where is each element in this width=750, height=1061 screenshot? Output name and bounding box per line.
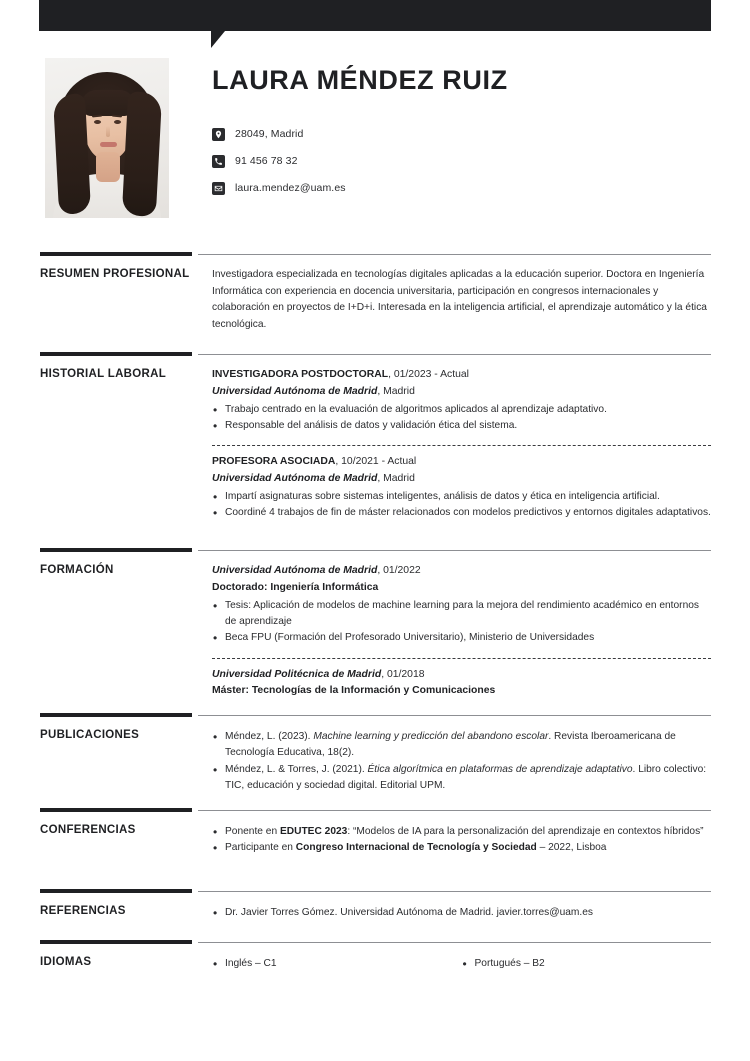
language-grid (212, 955, 711, 972)
section-resumen-profesional (0, 252, 750, 333)
reference-list (212, 905, 711, 921)
contact-email (212, 175, 712, 202)
section-divider (40, 808, 711, 814)
education-degree: Máster: Tecnologías de la Información y Comunicaciones (212, 685, 496, 697)
list-item: • Ponente en EDUTEC 2023: “Modelos de IA para la personalización del aprendizaje en contextos híbridos” (212, 824, 711, 840)
contact-email-text: laura.mendez@uam.es (235, 182, 346, 195)
contact-address (212, 121, 712, 148)
header-notch (211, 31, 225, 48)
contact-phone-text: 91 456 78 32 (235, 155, 298, 168)
entry-separator (212, 445, 711, 446)
list-item: • Tesis: Aplicación de modelos de machine learning para la mejora del rendimiento académico en entornos de aprendizaje (212, 598, 711, 631)
header (0, 48, 750, 238)
job-entry (212, 367, 711, 434)
phone-icon (212, 155, 225, 168)
list-item: • Beca FPU (Formación del Profesorado Universitario), Ministerio de Universidades (212, 630, 711, 646)
job-bullets (212, 402, 711, 435)
list-item: • Coordiné 4 trabajos de fin de máster relacionados con modelos predictivos y entornos digitales adaptativos. (212, 505, 711, 521)
job-entry (212, 454, 711, 521)
email-icon (212, 182, 225, 195)
section-referencias (0, 889, 750, 921)
education-entry (212, 563, 711, 647)
section-label-historial: HISTORIAL LABORAL (40, 368, 167, 380)
list-item: • Impartí asignaturas sobre sistemas inteligentes, análisis de datos y ética en inteligencia artificial. (212, 489, 711, 505)
job-bullets (212, 489, 711, 522)
list-item: • Inglés – C1 (212, 956, 462, 972)
section-idiomas (0, 940, 750, 972)
contact-list (212, 121, 712, 202)
entry-separator (212, 658, 711, 659)
section-label-referencias: REFERENCIAS (40, 905, 126, 917)
list-item: • Responsable del análisis de datos y validación ética del sistema. (212, 418, 711, 434)
education-bullets (212, 598, 711, 647)
section-label-publicaciones: PUBLICACIONES (40, 729, 140, 741)
section-publicaciones (0, 713, 750, 794)
education-institution: Universidad Autónoma de Madrid, 01/2022 (212, 565, 421, 576)
section-label-conferencias: CONFERENCIAS (40, 824, 136, 836)
list-item: • Dr. Javier Torres Gómez. Universidad Autónoma de Madrid. javier.torres@uam.es (212, 905, 711, 921)
contact-phone (212, 148, 712, 175)
language-list-col2 (462, 956, 712, 972)
resumen-text: Investigadora especializada en tecnologías digitales aplicadas a la educación superior. Doctora en Ingeniería Informática con experiencia en docencia universitaria, participación en congresos internacionales y colaboración en proyectos de I+D+i. Interesada en la inteligencia artificial, el aprendizaje automático y la ética tecnológica. (212, 269, 707, 330)
job-title: INVESTIGADORA POSTDOCTORAL, 01/2023 - Actual (212, 369, 469, 380)
job-title: PROFESORA ASOCIADA, 10/2021 - Actual (212, 456, 417, 468)
section-label-formacion: FORMACIÓN (40, 564, 114, 576)
section-historial-laboral (0, 352, 750, 522)
section-divider (40, 548, 711, 554)
section-divider (40, 352, 711, 358)
list-item: • Trabajo centrado en la evaluación de algoritmos aplicados al aprendizaje adaptativo. (212, 402, 711, 418)
section-label-resumen: RESUMEN PROFESIONAL (40, 268, 190, 280)
list-item: • Participante en Congreso Internacional de Tecnología y Sociedad – 2022, Lisboa (212, 840, 711, 856)
avatar (45, 58, 169, 218)
job-organization: Universidad Autónoma de Madrid, Madrid (212, 473, 415, 485)
conference-list (212, 824, 711, 857)
section-divider (40, 252, 711, 258)
job-organization: Universidad Autónoma de Madrid, Madrid (212, 385, 415, 397)
language-list-col1 (212, 956, 462, 972)
contact-address-text: 28049, Madrid (235, 128, 304, 141)
section-formacion (0, 548, 750, 700)
education-degree: Doctorado: Ingeniería Informática (212, 581, 379, 593)
header-black-bar (39, 0, 711, 31)
list-item: • Portugués – B2 (462, 956, 712, 972)
section-label-idiomas: IDIOMAS (40, 956, 92, 968)
section-divider (40, 940, 711, 946)
page-title: LAURA MÉNDEZ RUIZ (212, 65, 508, 95)
section-divider (40, 889, 711, 895)
education-entry (212, 667, 711, 701)
section-conferencias (0, 808, 750, 857)
list-item: • Méndez, L. & Torres, J. (2021). Ética algorítmica en plataformas de aprendizaje adaptativo. Libro colectivo: TIC, educación y sociedad digital. Editorial UPM. (212, 762, 711, 795)
publication-list (212, 729, 711, 794)
identity-block (212, 48, 712, 202)
education-institution: Universidad Politécnica de Madrid, 01/2018 (212, 668, 425, 680)
list-item: • Méndez, L. (2023). Machine learning y predicción del abandono escolar. Revista Iberoamericana de Tecnología Educativa, 18(2). (212, 729, 711, 762)
section-divider (40, 713, 711, 719)
location-pin-icon (212, 128, 225, 141)
